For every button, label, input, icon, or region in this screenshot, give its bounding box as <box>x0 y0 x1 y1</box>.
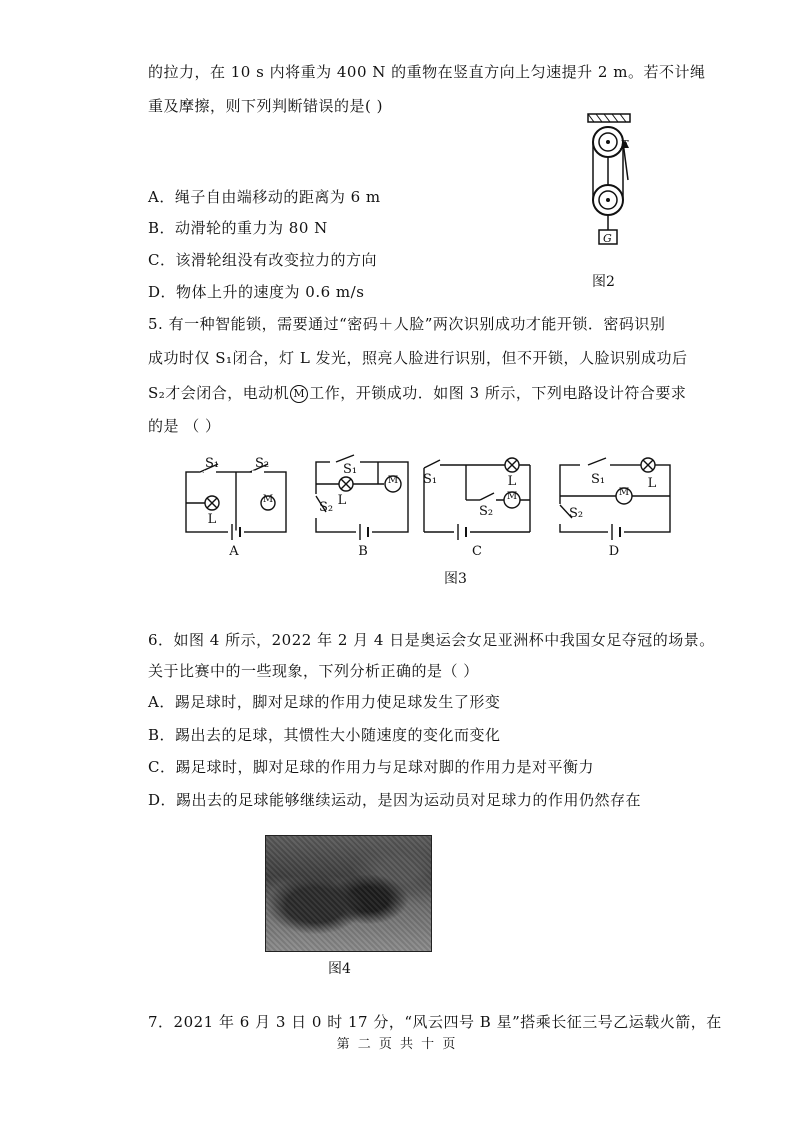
circuit-b-caption: B <box>358 544 368 559</box>
circuit-b-s1-label: S₁ <box>342 462 358 477</box>
q5-line-1: 5. 有一种智能锁，需要通过“密码＋人脸”两次识别成功才能开锁．密码识别 <box>148 315 666 333</box>
q4-option-b: B．动滑轮的重力为 80 N <box>148 219 328 237</box>
circuit-d-motor-letter: M <box>618 487 630 498</box>
q7-line-1: 7．2021 年 6 月 3 日 0 时 17 分，“风云四号 B 星”搭乘长征三号乙运载火箭，在 <box>148 1013 722 1031</box>
circuit-d <box>560 458 670 540</box>
page-footer: 第 二 页 共 十 页 <box>336 1037 458 1052</box>
q6-option-b: B．踢出去的足球，其惯性大小随速度的变化而变化 <box>148 726 501 744</box>
circuit-d-s1-label: S₁ <box>590 472 606 487</box>
q4-option-a: A．绳子自由端移动的距离为 6 m <box>148 188 381 206</box>
circuit-c-s1-label: S₁ <box>422 472 438 487</box>
circuit-a-caption: A <box>229 544 239 559</box>
circuit-c-s2-label: S₂ <box>478 504 494 519</box>
circuit-b-motor-letter: M <box>387 475 399 486</box>
q4-option-c: C．该滑轮组没有改变拉力的方向 <box>148 251 377 269</box>
figure-2-caption: 图2 <box>592 274 615 290</box>
q6-option-a: A．踢足球时，脚对足球的作用力使足球发生了形变 <box>148 693 501 711</box>
q6-line-1: 6．如图 4 所示，2022 年 2 月 4 日是奥运会女足亚洲杯中我国女足夺冠的场景。 <box>148 631 715 649</box>
circuit-c-l-label: L <box>507 474 517 489</box>
circuit-a-s1-label: S₁ <box>204 456 220 471</box>
circuit-c-motor-letter: M <box>506 491 518 502</box>
soccer-match-photo <box>265 835 432 952</box>
circuit-d-s2-label: S₂ <box>568 506 584 521</box>
q5-line-3-start: S₂才会闭合，电动机 <box>148 384 290 402</box>
circuit-a-l-label: L <box>207 512 217 527</box>
figure-3-caption: 图3 <box>444 571 467 587</box>
pulley-weight-label: G <box>603 232 612 245</box>
circuit-d-caption: D <box>608 544 620 559</box>
q6-option-c: C．踢足球时，脚对足球的作用力与足球对脚的作用力是对平衡力 <box>148 758 594 776</box>
motor-symbol-letter: M <box>293 387 306 400</box>
circuit-a-s2-label: S₂ <box>254 456 270 471</box>
circuit-a-motor-letter: M <box>262 494 274 505</box>
q4-option-d: D．物体上升的速度为 0.6 m/s <box>148 283 365 301</box>
circuit-d-l-label: L <box>647 476 657 491</box>
figure-4-caption: 图4 <box>328 961 351 977</box>
circuit-c-caption: C <box>472 544 482 559</box>
circuit-b-l-label: L <box>337 493 347 508</box>
q5-line-4: 的是 （ ） <box>148 417 221 435</box>
q6-line-2: 关于比赛中的一些现象，下列分析正确的是（ ） <box>148 662 479 680</box>
q5-line-2: 成功时仅 S₁闭合，灯 L 发光，照亮人脸进行识别，但不开锁，人脸识别成功后 <box>148 349 688 367</box>
q5-line-3-end: 工作，开锁成功．如图 3 所示，下列电路设计符合要求 <box>309 384 687 402</box>
circuit-b-s2-label: S₂ <box>318 500 334 515</box>
q4-line-1: 的拉力，在 10 s 内将重为 400 N 的重物在竖直方向上匀速提升 2 m。若不计绳 <box>148 63 706 81</box>
q6-option-d: D．踢出去的足球能够继续运动，是因为运动员对足球力的作用仍然存在 <box>148 791 642 809</box>
pulley-force-label: F <box>620 138 629 152</box>
q4-line-2: 重及摩擦，则下列判断错误的是( ) <box>148 97 383 115</box>
